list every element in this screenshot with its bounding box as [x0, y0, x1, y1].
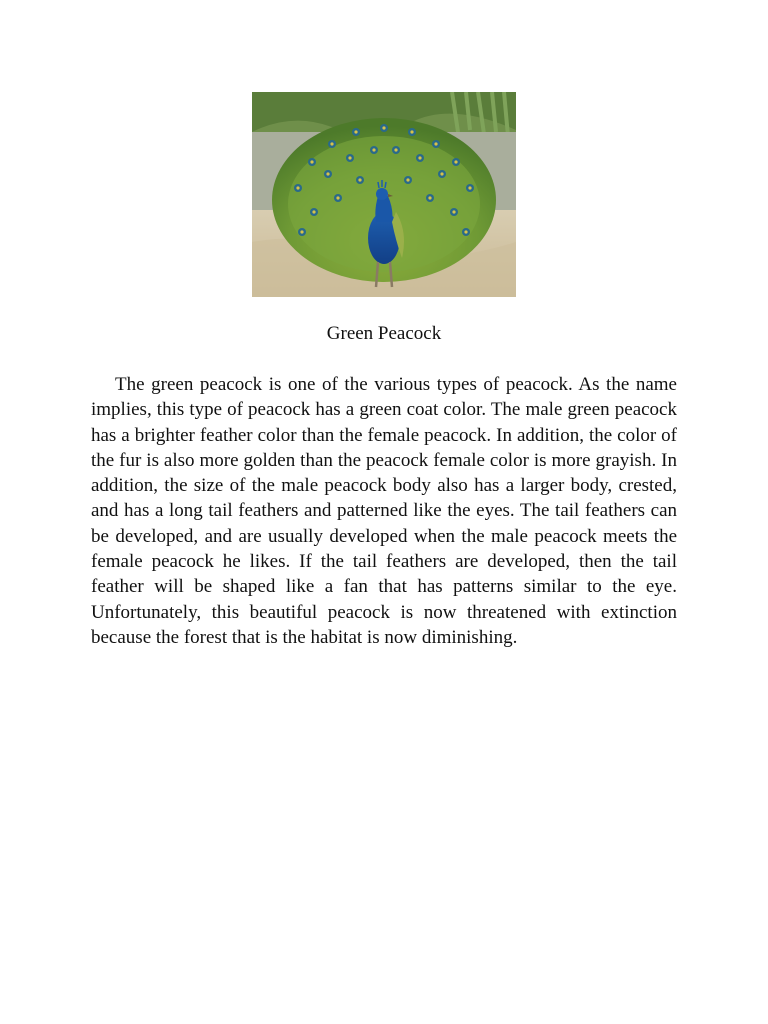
document-title: Green Peacock: [326, 323, 442, 344]
body-paragraph: The green peacock is one of the various types of peacock. As the name implies, this type of peacock has a green coat color. The male green peacock has a brighter feather color than the female peacock. In addition, the color of the fur is also more golden than the peacock female color is more grayish. In addition, the size of the male peacock body also has a larger body, crested, and has a long tail feathers and patterned like the eyes. The tail feathers can be developed, and are usually developed when the male peacock meets the female peacock he likes. If the tail feathers are developed, then the tail feather will be shaped like a fan that has patterns similar to the eye. Unfortunately, this beautiful peacock is now threatened with extinction because the forest that is the habitat is now diminishing.: [91, 374, 677, 648]
peacock-photo: [252, 92, 516, 297]
